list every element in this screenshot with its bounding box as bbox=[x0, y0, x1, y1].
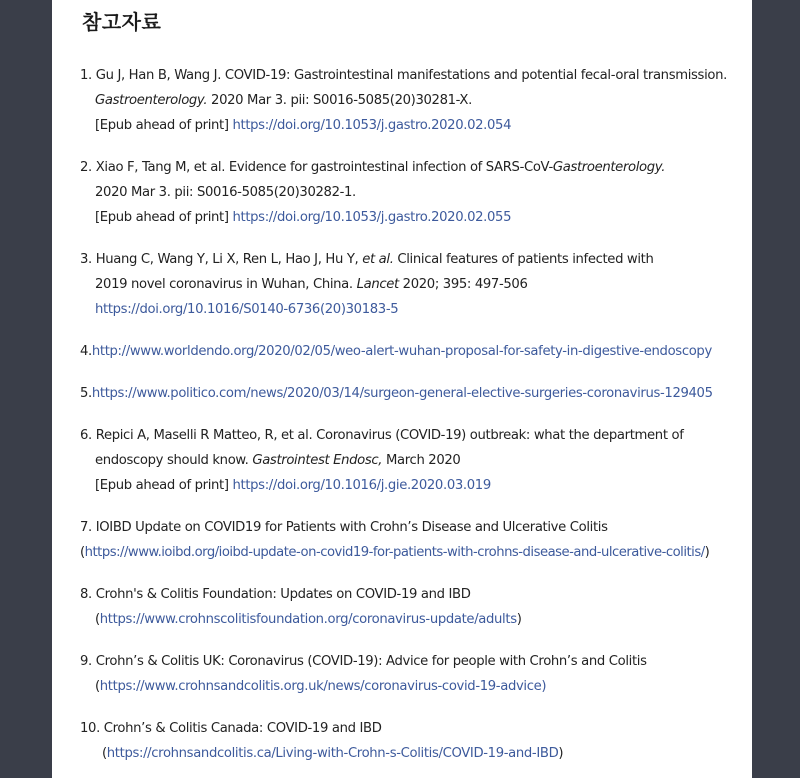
ref-number: 4. bbox=[80, 344, 92, 359]
ref-number: 7. bbox=[80, 520, 92, 535]
ref-authors: Huang C, Wang Y, Li X, Ren L, Hao J, Hu Y, bbox=[95, 252, 363, 267]
ref-link[interactable]: https://www.politico.com/news/2020/03/14/surgeon-general-elective-surgeries-coronavirus-129405 bbox=[91, 386, 713, 401]
ref-journal: Lancet bbox=[356, 277, 399, 292]
ref-link[interactable]: https://www.ioibd.org/ioibd-update-on-covid19-for-patients-with-crohns-disease-and-ulcerative-colitis/ bbox=[84, 545, 705, 560]
ref-paren-close: ) bbox=[704, 545, 710, 560]
ref-title-cont: endoscopy should know. bbox=[95, 453, 253, 468]
reference-item-2 bbox=[80, 155, 748, 230]
ref-paren-close: ) bbox=[516, 612, 522, 627]
ref-link[interactable]: http://www.worldendo.org/2020/02/05/weo-alert-wuhan-proposal-for-safety-in-digestive-endoscopy bbox=[91, 344, 712, 359]
ref-number: 10. bbox=[80, 721, 100, 736]
ref-epub: [Epub ahead of print] bbox=[95, 478, 233, 493]
reference-item-7 bbox=[80, 515, 748, 565]
ref-paren-open: ( bbox=[95, 679, 100, 694]
ref-link[interactable]: https://doi.org/10.1053/j.gastro.2020.02.054 bbox=[232, 118, 512, 133]
ref-pub: March 2020 bbox=[382, 453, 461, 468]
ref-link[interactable]: https://www.crohnscolitisfoundation.org/coronavirus-update/adults bbox=[99, 612, 517, 627]
ref-link[interactable]: https://doi.org/10.1016/S0140-6736(20)30183-5 bbox=[95, 302, 399, 317]
page-title: 참고자료 bbox=[82, 10, 162, 34]
ref-authors: Repici A, Maselli R Matteo, R, et al. Coronavirus (COVID-19) outbreak: what the department of bbox=[95, 428, 684, 443]
ref-number: 8. bbox=[80, 587, 92, 602]
ref-link[interactable]: https://doi.org/10.1016/j.gie.2020.03.019 bbox=[232, 478, 491, 493]
ref-journal: Gastrointest Endosc, bbox=[252, 453, 383, 468]
reference-item-4 bbox=[80, 339, 748, 364]
reference-item-8 bbox=[80, 582, 748, 632]
ref-pub: 2020; 395: 497-506 bbox=[398, 277, 528, 292]
reference-item-6 bbox=[80, 423, 748, 498]
reference-item-3 bbox=[80, 247, 748, 322]
ref-link[interactable]: https://www.crohnsandcolitis.org.uk/news/coronavirus-covid-19-advice) bbox=[99, 679, 547, 694]
ref-link[interactable]: https://doi.org/10.1053/j.gastro.2020.02.055 bbox=[232, 210, 512, 225]
ref-title: Clinical features of patients infected with bbox=[393, 252, 654, 267]
ref-number: 9. bbox=[80, 654, 92, 669]
ref-et-al: et al. bbox=[362, 252, 394, 267]
document-page bbox=[52, 0, 752, 778]
ref-journal: Gastroenterology. bbox=[95, 93, 208, 108]
ref-pub: 2020 Mar 3. pii: S0016-5085(20)30282-1. bbox=[95, 185, 356, 200]
ref-number: 3. bbox=[80, 252, 92, 267]
ref-title-cont: 2019 novel coronavirus in Wuhan, China. bbox=[95, 277, 357, 292]
ref-text: IOIBD Update on COVID19 for Patients with Crohn’s Disease and Ulcerative Colitis bbox=[95, 520, 608, 535]
ref-number: 6. bbox=[80, 428, 92, 443]
ref-paren-open: ( bbox=[80, 545, 85, 560]
reference-item-5 bbox=[80, 381, 748, 406]
ref-authors: Gu J, Han B, Wang J. COVID-19: Gastrointestinal manifestations and potential fecal-oral transmission. bbox=[95, 68, 727, 83]
ref-text: Crohn's & Colitis Foundation: Updates on COVID-19 and IBD bbox=[95, 587, 471, 602]
ref-paren-open: ( bbox=[102, 746, 107, 761]
reference-item-9 bbox=[80, 649, 748, 699]
reference-item-1 bbox=[80, 63, 748, 138]
ref-paren-close: ) bbox=[558, 746, 564, 761]
ref-number: 1. bbox=[80, 68, 92, 83]
ref-link[interactable]: https://crohnsandcolitis.ca/Living-with-Crohn-s-Colitis/COVID-19-and-IBD bbox=[106, 746, 559, 761]
ref-number: 5. bbox=[80, 386, 92, 401]
ref-authors: Xiao F, Tang M, et al. Evidence for gastrointestinal infection of SARS-CoV- bbox=[95, 160, 553, 175]
ref-journal: Gastroenterology. bbox=[552, 160, 666, 175]
ref-text: Crohn’s & Colitis UK: Coronavirus (COVID-19): Advice for people with Crohn’s and Colitis bbox=[95, 654, 647, 669]
reference-item-10 bbox=[80, 716, 748, 766]
ref-text: Crohn’s & Colitis Canada: COVID-19 and IBD bbox=[103, 721, 382, 736]
ref-pub: 2020 Mar 3. pii: S0016-5085(20)30281-X. bbox=[207, 93, 472, 108]
ref-epub: [Epub ahead of print] bbox=[95, 118, 233, 133]
ref-epub: [Epub ahead of print] bbox=[95, 210, 233, 225]
ref-number: 2. bbox=[80, 160, 92, 175]
ref-paren-open: ( bbox=[95, 612, 100, 627]
